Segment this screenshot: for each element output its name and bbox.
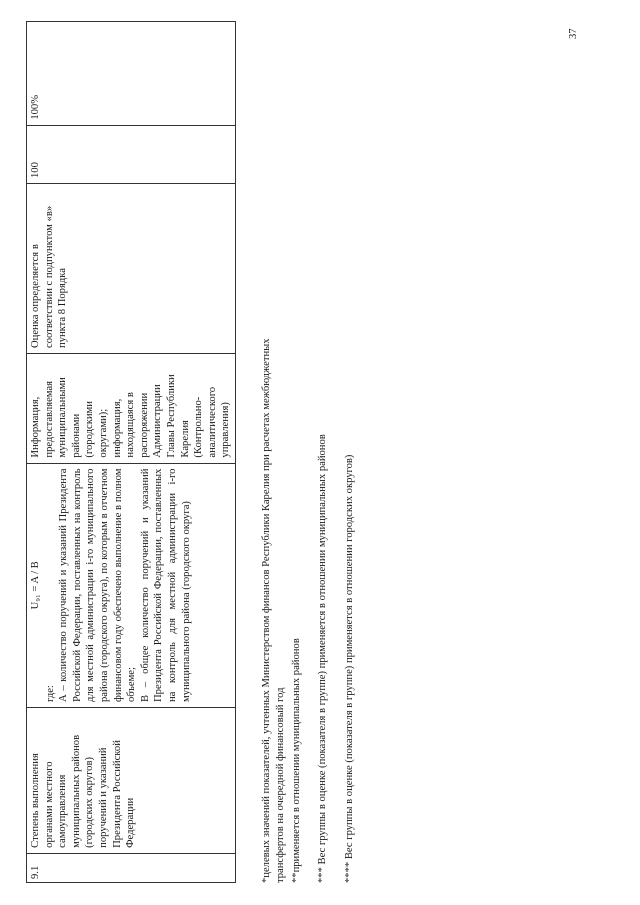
calculation-formula-cell <box>27 463 236 707</box>
variable-a-definition: А – количество поручений и указаний Президента Российской Федерации, поставленных на контроль для местной администрации i-го муниципального района (городского округа), по которым в отчетном финансовом году обеспечено выполнение в полном объеме; <box>58 468 138 702</box>
footnote-4: **** Вес группы в оценке (показателя в группе) применяется в отношении городских округов) <box>344 454 355 883</box>
indicator-name: Степень выполнения органами местного самоуправления муниципальных районов (городских округов) поручений и указаний Президента Российской Федерации <box>27 708 236 854</box>
page-number: 37 <box>568 28 579 39</box>
variable-b-definition: В – общее количество поручений и указаний Президента Российской Федерации, поставленных на контроль для местной администрации i-го муниципального района (городского округа) <box>139 468 192 702</box>
formula: U₉₁ = A / B <box>30 561 41 610</box>
footnote-1: *целевых значений показателей, учтенных Министерством финансов Республики Карелия при расчетах межбюджетных трансфертов на очередной финансовый год <box>261 338 286 883</box>
footnote-2: **применяется в отношении муниципальных районов <box>291 638 302 883</box>
table-row <box>27 22 236 883</box>
indicator-table <box>26 21 236 883</box>
weight: 100% <box>27 22 236 126</box>
data-source: Информация, предоставляемая муниципальными районами (городскими округами); информация, находящаяся в распоряжении Администрации Главы Республики Карелия (Контрольно-аналитического управления) <box>27 353 236 463</box>
formula-where: где: <box>44 685 56 702</box>
row-number: 9.1 <box>27 853 236 882</box>
footnote-3: *** Вес группы в оценке (показателя в группе) применяется в отношении муниципальных районов <box>317 434 328 883</box>
evaluation-method: Оценка определяется в соответствии с подпунктом «в» пункта 8 Порядка <box>27 183 236 353</box>
max-score: 100 <box>27 125 236 183</box>
